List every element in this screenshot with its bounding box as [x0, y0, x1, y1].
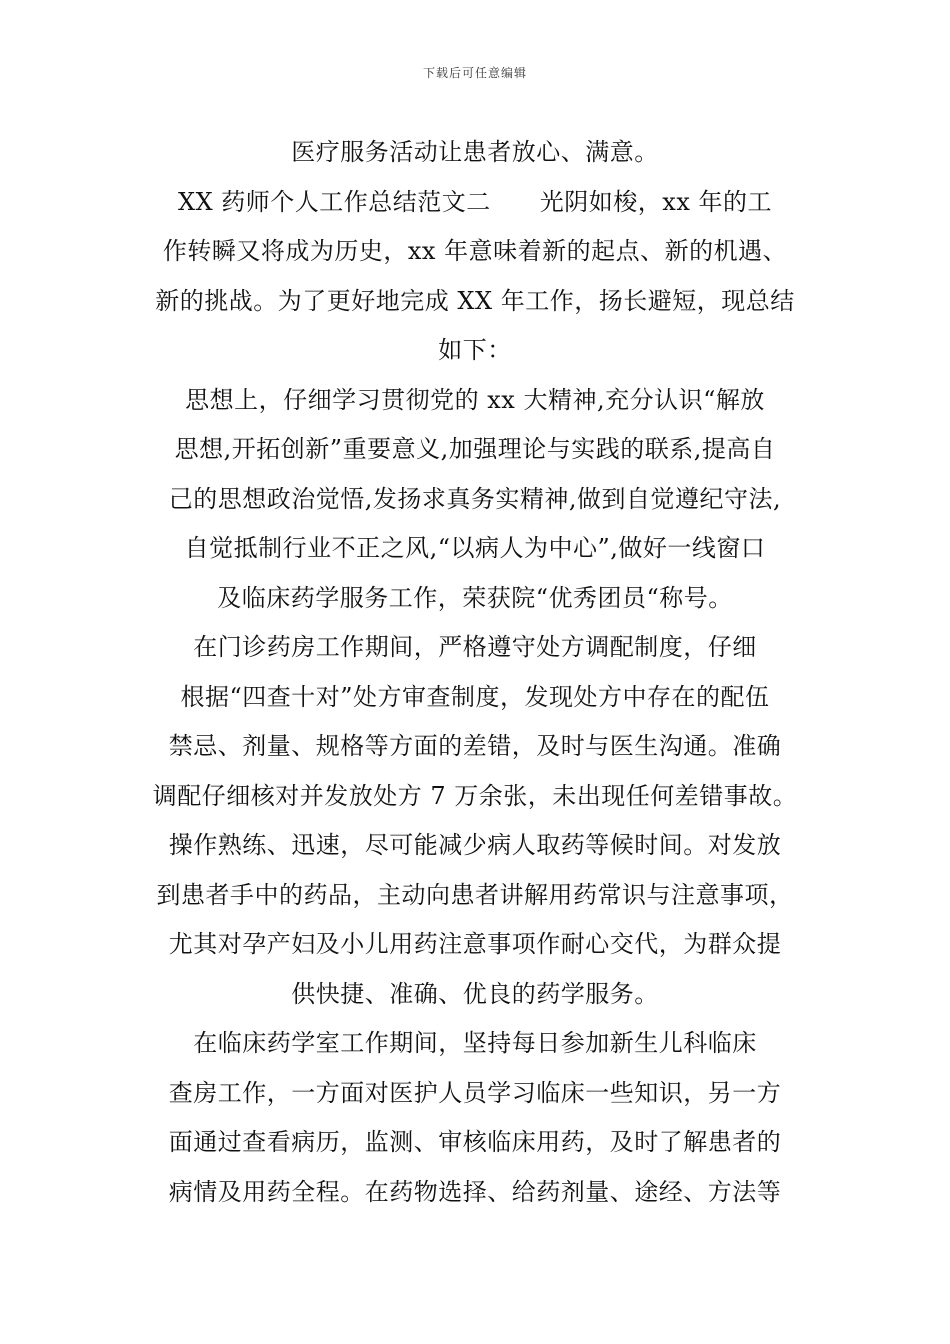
text-line: 如下：	[438, 336, 512, 364]
text-line: 供快捷、准确、优良的药学服务。	[291, 979, 659, 1008]
text-line: 思想,开拓创新”重要意义,加强理论与实践的联系,提高自	[174, 435, 776, 463]
text-line: 根据“四查十对”处方审查制度，发现处方中存在的配伍	[180, 682, 770, 711]
text-line: XX 药师个人工作总结范文二 光阴如梭，xx 年的工	[178, 187, 772, 216]
text-line: 查房工作，一方面对医护人员学习临床一些知识，另一方	[168, 1078, 782, 1107]
text-line: 禁忌、剂量、规格等方面的差错，及时与医生沟通。准确	[168, 732, 782, 760]
text-line: 医疗服务活动让患者放心、满意。	[291, 138, 659, 166]
text-line: 病情及用药全程。在药物选择、给药剂量、途经、方法等	[168, 1177, 782, 1206]
text-line: 在门诊药房工作期间，严格遵守处方调配制度，仔细	[193, 633, 757, 661]
text-line: 自觉抵制行业不正之风,“以病人为中心”,做好一线窗口	[184, 534, 766, 562]
text-line: 己的思想政治觉悟,发扬求真务实精神,做到自觉遵纪守法,	[168, 484, 782, 513]
text-line: 在临床药学室工作期间，坚持每日参加新生儿科临床	[193, 1029, 757, 1057]
document-body	[140, 128, 810, 1217]
text-line: 调配仔细核对并发放处方 7 万余张，未出现任何差错事故。	[152, 781, 798, 810]
text-line: 面通过查看病历，监测、审核临床用药，及时了解患者的	[168, 1128, 782, 1156]
text-line: 思想上，仔细学习贯彻党的 xx 大精神,充分认识“解放	[185, 385, 765, 414]
text-line: 作转瞬又将成为历史，xx 年意味着新的起点、新的机遇、	[162, 237, 788, 265]
text-line: 尤其对孕产妇及小儿用药注意事项作耐心交代，为群众提	[168, 930, 782, 958]
page-header-note: 下载后可任意编辑	[422, 66, 527, 80]
text-line: 操作熟练、迅速，尽可能减少病人取药等候时间。对发放	[168, 831, 782, 859]
text-line: 及临床药学服务工作，荣获院“优秀团员“称号。	[217, 583, 733, 612]
text-line: 到患者手中的药品，主动向患者讲解用药常识与注意事项，	[156, 880, 794, 909]
text-line: 新的挑战。为了更好地完成 XX 年工作，扬长避短，现总结	[155, 286, 795, 315]
